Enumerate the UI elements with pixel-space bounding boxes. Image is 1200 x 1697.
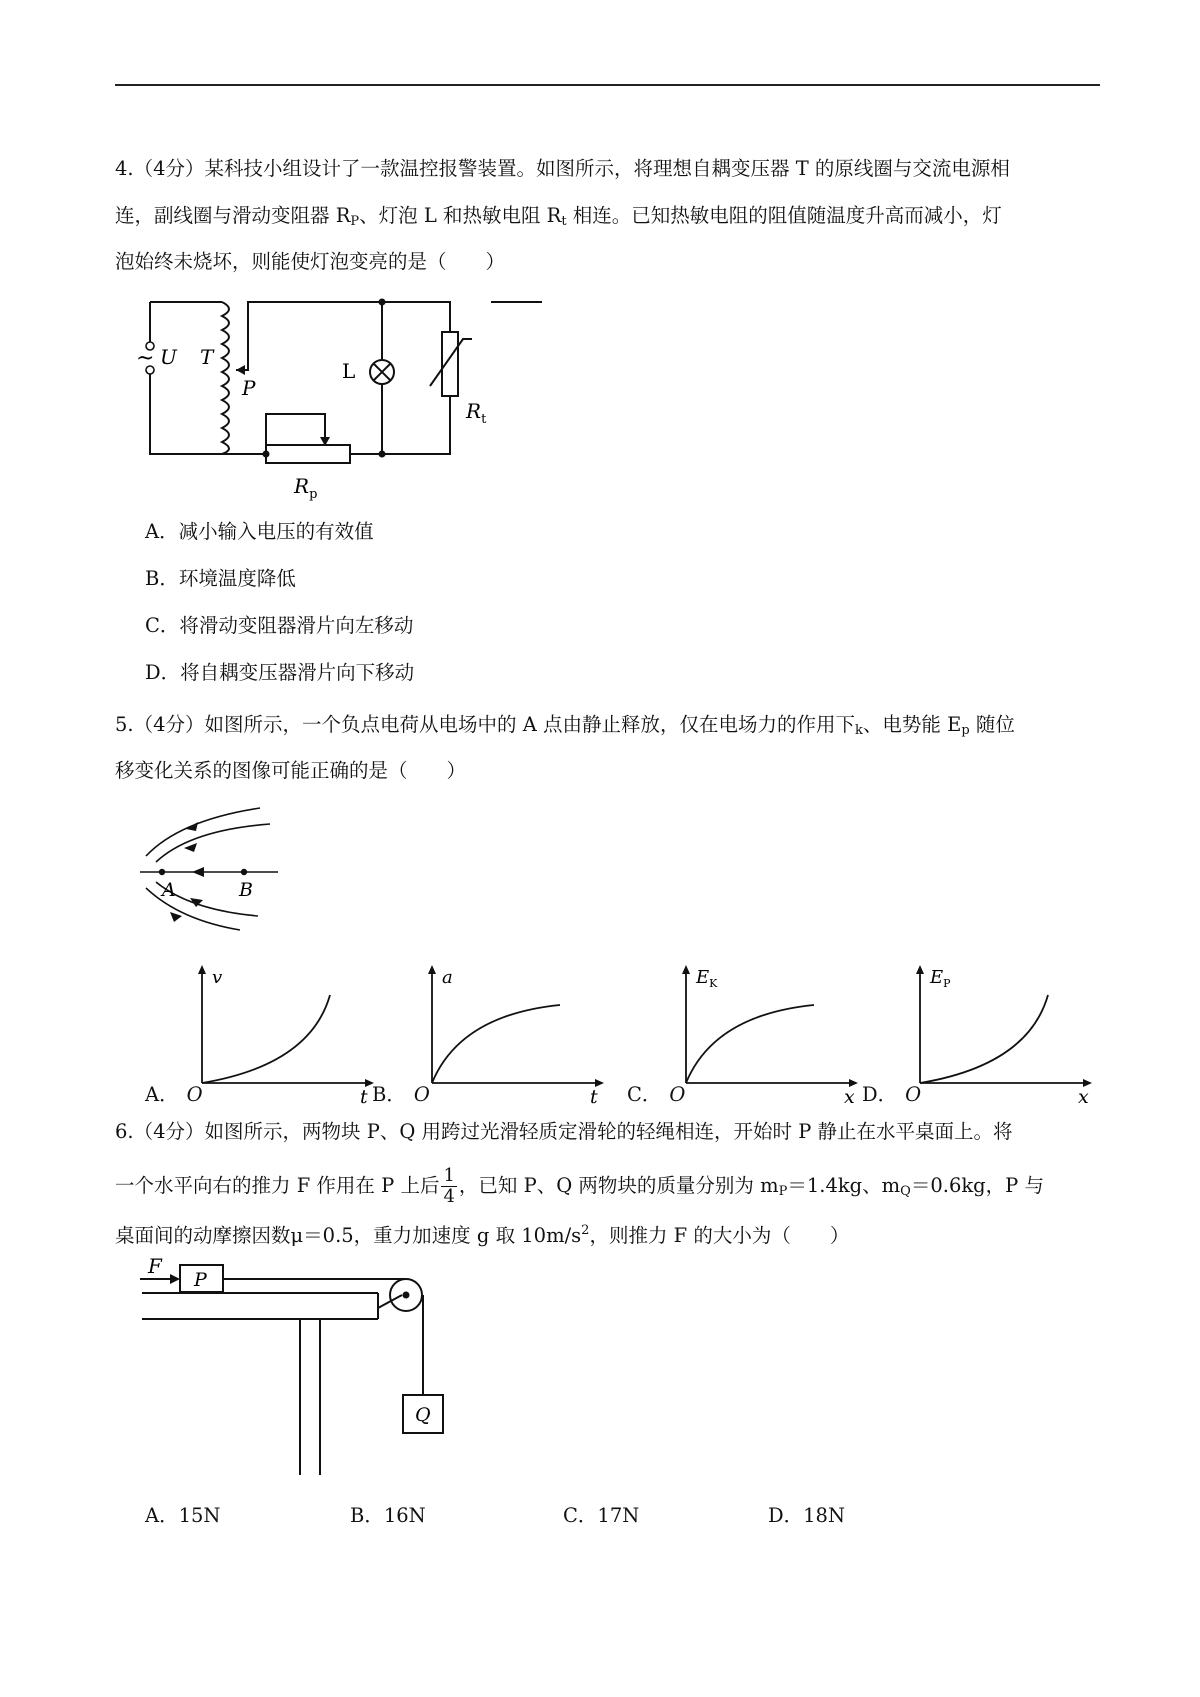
label-point-a: A (162, 879, 176, 901)
q6-stem-line-2: 一个水平向右的推力 F 作用在 P 上后 $\frac{1}{4}$ ，已知 P、Q 两物块的质量分别为 $m_P=1.4kg$、$m_Q=0.6kg$，P 与 (115, 1165, 1044, 1207)
graph-curve (920, 995, 1048, 1083)
q5-graph-c (684, 965, 864, 1108)
q6-option-b: B．16N (350, 1504, 426, 1527)
label-p: P (242, 376, 256, 400)
graph-x-label: x (844, 1086, 855, 1108)
q5-stem-line-2: 移变化关系的图像可能正确的是（ ） (115, 759, 467, 782)
label-block-q: Q (415, 1404, 431, 1426)
q4-option-b: B．环境温度降低 (145, 567, 296, 590)
q6-option-a: A．15N (145, 1504, 221, 1527)
q6-pulley-diagram (140, 1254, 460, 1475)
graph-y-label: v (212, 967, 223, 988)
q5-graph-option-label: C． O (627, 1083, 686, 1106)
axis-arrowheads (428, 965, 604, 1087)
label-t: T (200, 345, 214, 369)
q6-stem-line-3: 桌面间的动摩擦因数μ＝0.5，重力加速度 g 取 $10m/s^2$，则推力 F 的大小为（ ） (115, 1223, 850, 1247)
label-block-p: P (194, 1269, 207, 1291)
graph-x-label: t (590, 1086, 598, 1108)
q5-graph-option-label: D． O (862, 1083, 922, 1106)
label-rt: $R_t$ (466, 399, 487, 427)
axis-arrowheads (198, 965, 374, 1087)
q5-electric-field-diagram (140, 800, 280, 930)
q6-option-c: C．17N (563, 1504, 640, 1527)
graph-y-label: a (442, 967, 453, 988)
label-force-f: F (148, 1254, 162, 1278)
ac-source-symbol: ~ (136, 346, 155, 371)
label-point-b: B (239, 879, 253, 901)
q5-graph-option-label: B． O (372, 1083, 430, 1106)
label-u: U (160, 345, 177, 369)
fraction-one-quarter: $\frac{1}{4}$ (443, 1165, 455, 1207)
header-rule (115, 84, 1100, 86)
q5-graph-d (918, 965, 1098, 1108)
q5-graph-b (430, 965, 610, 1108)
q4-option-a: A．减小输入电压的有效值 (145, 520, 374, 543)
label-rp: $R_p$ (294, 474, 318, 502)
graph-x-label: t (360, 1086, 368, 1108)
label-l: L (342, 359, 356, 383)
graph-x-label: x (1078, 1086, 1089, 1108)
q4-stem-line-1: 4.（4分）某科技小组设计了一款温控报警装置。如图所示，将理想自耦变压器 T 的原线圈与交流电源相 (115, 157, 1010, 180)
graph-axes (432, 971, 598, 1083)
graph-y-label: $E_K$ (696, 967, 718, 990)
q5-stem-line-1: 5.（4分）如图所示，一个负点电荷从电场中的 A 点由静止释放，仅在电场力的作用下$_k$、电势能 $E_p$ 随位 (115, 713, 1015, 738)
q5-graph-option-label: A． O (145, 1083, 203, 1106)
q5-graph-a (200, 965, 380, 1108)
graph-curve (202, 995, 330, 1083)
graph-curve (686, 1005, 814, 1083)
q4-option-d: D．将自耦变压器滑片向下移动 (145, 661, 415, 684)
q6-option-d: D．18N (768, 1504, 846, 1527)
q4-option-c: C．将滑动变阻器滑片向左移动 (145, 614, 414, 637)
graph-y-label: $E_P$ (930, 967, 951, 990)
q4-stem-line-2: 连，副线圈与滑动变阻器 $R_P$、灯泡 L 和热敏电阻 $R_t$ 相连。已知热敏电阻的阻值随温度升高而减小，灯 (115, 204, 1002, 229)
q4-stem-line-3: 泡始终未烧坏，则能使灯泡变亮的是（ ） (115, 250, 506, 273)
q4-circuit-diagram (136, 294, 487, 504)
graph-axes (202, 971, 368, 1083)
q6-stem-line-1: 6.（4分）如图所示，两物块 P、Q 用跨过光滑轻质定滑轮的轻绳相连，开始时 P 静止在水平桌面上。将 (115, 1120, 1013, 1143)
graph-curve (432, 1005, 560, 1083)
